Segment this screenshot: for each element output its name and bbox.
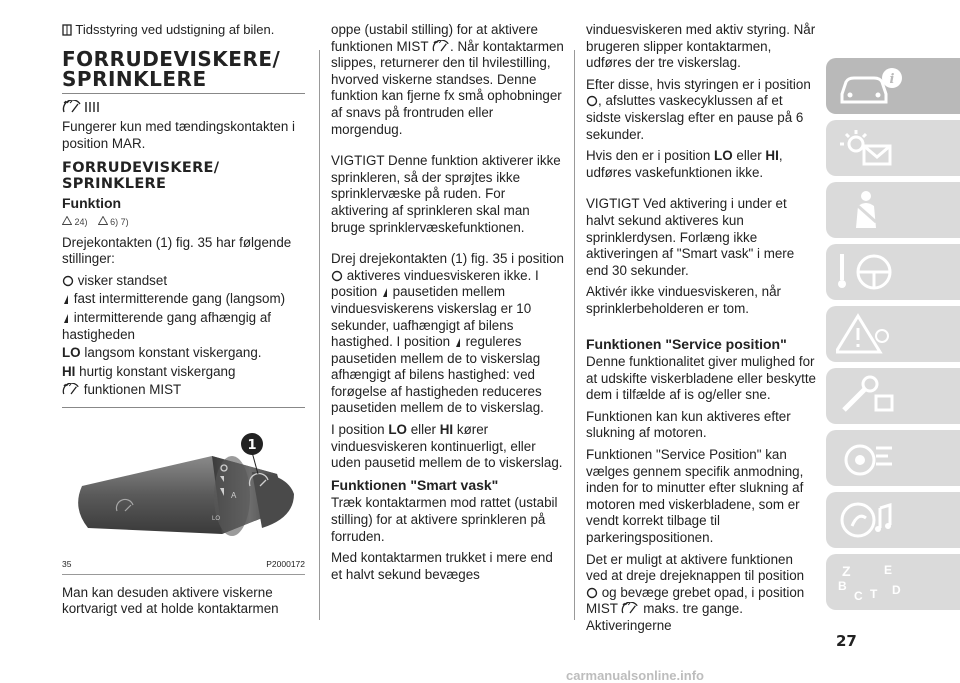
mist-wiper-icon xyxy=(621,602,639,615)
lo-symbol: LO xyxy=(62,345,81,361)
service-text-4a: Det er muligt at aktivere funktionen ved at dreje drejeknappen til position xyxy=(586,551,805,584)
important-note-1: VIGTIGT Ved aktivering i under et halvt sekund aktiveres kun sprinklerdysen. Forlæng ikke aktiveringen af "Smart vask" i mere end 30 sekunder. xyxy=(586,196,795,278)
list-item-text: langsom konstant viskergang. xyxy=(84,345,262,361)
lo-symbol: LO xyxy=(714,148,733,164)
lo-hi-paragraph xyxy=(331,422,565,472)
svg-text:i: i xyxy=(889,72,895,87)
auto-intermittent-icon xyxy=(454,336,462,348)
wash-text-2a: Efter disse, hvis styringen er i position xyxy=(586,76,811,92)
service-text-1: Denne funktionalitet giver mulighed for at udskifte viskerbladene eller beskytte dem i tilfælde af is og/eller sne. xyxy=(586,354,816,403)
mist-paragraph xyxy=(331,22,565,138)
tab-vehicle-info[interactable] xyxy=(826,58,960,114)
mist-wiper-icon xyxy=(432,40,450,53)
list-item-hi xyxy=(62,364,305,381)
wash-text-3b: , udføres vaskefunktionen ikke. xyxy=(586,148,783,180)
mist-wiper-icon xyxy=(62,383,80,396)
intro-text: Fungerer kun med tændingskontakten i position MAR. xyxy=(62,119,295,151)
tab-safety[interactable] xyxy=(826,182,960,238)
subsection-title-line2: SPRINKLERE xyxy=(62,176,167,193)
list-item-text: intermitterende gang afhængig af hastigheden xyxy=(62,309,272,342)
list-item-lo xyxy=(62,345,305,362)
chapter-tabs xyxy=(826,58,960,616)
smart-wash-title: Funktionen "Smart vask" xyxy=(331,476,499,493)
intermittent-icon xyxy=(381,286,389,298)
figure-divider xyxy=(62,407,305,408)
tab-warnings[interactable] xyxy=(826,306,960,362)
tab-technical[interactable] xyxy=(826,430,960,486)
car-info-icon xyxy=(836,64,906,108)
references xyxy=(62,214,305,231)
service-text-3: Funktionen "Service Position" kan vælges gennem specifik anmodning, inden for to minutter efter slukning af motoren med viskerbladene, som er vendt korrekt tilbage til parkeringspositionen. xyxy=(586,447,804,546)
list-item-mist xyxy=(62,382,305,399)
off-circle-icon xyxy=(586,587,598,599)
wrench-icon xyxy=(836,374,906,418)
page-separator-1 xyxy=(319,50,320,620)
service-text-4 xyxy=(586,552,818,635)
tab-multimedia[interactable] xyxy=(826,492,960,548)
page-separator-2 xyxy=(574,50,575,620)
index-letters-icon xyxy=(836,560,916,604)
list-item-slow-int xyxy=(62,291,305,308)
important-note-2: Aktivér ikke vinduesviskeren, når sprinklerbeholderen er tom. xyxy=(586,284,781,316)
off-circle-icon xyxy=(331,270,343,282)
important-note: VIGTIGT Denne funktion aktiverer ikke sprinkleren, så der sprøjtes ikke sprinklervæske på ruden. For aktivering af sprinkleren skal man bruge sprinklervæskefunktionen. xyxy=(331,153,561,235)
stalk-label-a: A xyxy=(231,490,237,500)
seatbelt-icon xyxy=(836,188,906,232)
tab-maintenance[interactable] xyxy=(826,368,960,424)
mist-text-b: . Når kontaktarmen slippes, returnerer den til hvilestilling, hvorved viskerne standses. Denne funktion kan fjerne fx små ophobninger af snavs på frontruden eller morgendug. xyxy=(331,38,564,137)
rotary-text-c: pausetiden mellem vinduesviskerens viskerslag er 10 sekunder, uafhængigt af bilens hastighed. I position xyxy=(331,284,532,350)
wash-text-1: vinduesviskeren med aktiv styring. Når brugeren slipper kontaktarmen, udføres der tre viskerslag. xyxy=(586,22,816,71)
wash-text-3a: Hvis den er i position xyxy=(586,148,711,164)
subsection-title-line1: FORRUDEVISKERE/ xyxy=(62,160,220,177)
rotary-text-b: aktiveres vinduesviskeren ikke. I position xyxy=(331,267,539,300)
door-icon xyxy=(62,24,72,41)
warning-triangle-icon xyxy=(62,217,72,227)
service-text-2: Funktionen kan kun aktiveres efter slukning af motoren. xyxy=(586,408,791,441)
wash-text-2 xyxy=(586,77,818,143)
hi-symbol: HI xyxy=(765,148,779,164)
wiper-stalk-figure xyxy=(62,416,305,554)
list-item-speed-int xyxy=(62,310,305,343)
auto-intermittent-icon xyxy=(62,312,70,324)
figure-code: P2000172 xyxy=(266,558,305,569)
tab-dashboard[interactable] xyxy=(826,120,960,176)
car-spec-icon xyxy=(836,436,906,480)
list-item-stop xyxy=(62,273,305,290)
tab-index[interactable] xyxy=(826,554,960,610)
steering-key-icon xyxy=(836,250,906,294)
list-item-text: funktionen MIST xyxy=(83,382,182,398)
wash-or: eller xyxy=(736,148,762,164)
function-title: Funktion xyxy=(62,195,122,212)
wash-text-3 xyxy=(586,148,818,181)
list-item-text: hurtig konstant viskergang xyxy=(79,363,236,379)
stalk-label-lo: LO xyxy=(212,515,221,522)
column-2 xyxy=(331,22,565,588)
running-header xyxy=(62,22,305,41)
lohi-text-a: I position xyxy=(331,422,385,438)
list-item-text: fast intermitterende gang (langsom) xyxy=(73,291,286,307)
section-title-line2: SPRINKLERE xyxy=(62,66,207,91)
callout-number: 1 xyxy=(247,437,257,453)
lo-symbol: LO xyxy=(388,422,407,438)
hi-symbol: HI xyxy=(439,422,454,438)
rotary-text-d: reguleres pausetiden mellem de to viskerslag afhængigt af bilens hastighed: ved forøgelse af hastigheden reduceres pausetiden mellem de to viskerslag. xyxy=(331,334,544,416)
section-title-line1: FORRUDEVISKERE/ xyxy=(62,46,281,71)
column-3 xyxy=(586,22,818,640)
rotary-text-a: Drej drejekontakten (1) fig. 35 i position xyxy=(331,251,564,267)
service-text-4b: og bevæge grebet opad, i position MIST xyxy=(586,584,805,617)
figure-caption xyxy=(62,556,305,575)
intermittent-icon xyxy=(62,293,70,305)
index-letter: C xyxy=(854,589,863,603)
tab-driving[interactable] xyxy=(826,244,960,300)
subsection-title xyxy=(62,160,305,192)
index-letter: Z xyxy=(842,563,851,579)
off-circle-icon xyxy=(586,95,598,107)
media-icon xyxy=(836,498,906,542)
lohi-text-b: kører vinduesviskeren kontinuerligt, eller uden pausetid mellem de to viskerslag. xyxy=(331,422,563,471)
section-title xyxy=(62,46,305,94)
service-text-4c: maks. tre gange. Aktiveringerne xyxy=(586,601,743,633)
rotary-paragraph xyxy=(331,251,565,417)
caution-triangle-icon xyxy=(98,217,108,227)
figure-number: 35 xyxy=(62,558,72,569)
running-header-text: Tidsstyring ved udstigning af bilen. xyxy=(75,22,275,37)
mist-text-a: oppe (ustabil stilling) for at aktivere funktionen MIST xyxy=(331,22,538,54)
reference-2: 6) 7) xyxy=(110,216,129,227)
sun-mail-icon xyxy=(836,126,906,170)
col1-bottom-text: Man kan desuden aktivere viskerne kortvarigt ved at holde kontaktarmen xyxy=(62,584,279,617)
index-letter: E xyxy=(884,563,893,577)
watermark: carmanualsonline.info xyxy=(566,668,704,683)
index-letter: B xyxy=(838,579,847,593)
reference-1: 24) xyxy=(74,216,88,227)
wiper-icons xyxy=(62,100,305,119)
wash-text-2b: , afsluttes vaskecyklussen af et sidste viskerslag efter en pause på 6 sekunder. xyxy=(586,93,804,142)
index-letter: D xyxy=(892,583,901,597)
off-circle-icon xyxy=(62,275,74,287)
smart-wash-text-1: Træk kontaktarmen mod rattet (ustabil stilling) for at aktivere sprinkleren på forruden. xyxy=(331,495,558,544)
smart-wash-text-2: Med kontaktarmen trukket i mere end et halvt sekund bevæges xyxy=(331,550,553,582)
hazard-icon xyxy=(836,312,906,356)
lever-text: Drejekontakten (1) fig. 35 har følgende stillinger: xyxy=(62,234,292,267)
list-item-text: visker standset xyxy=(77,272,168,288)
hi-symbol: HI xyxy=(62,363,76,379)
page-number: 27 xyxy=(836,632,857,650)
column-1 xyxy=(62,22,305,623)
lohi-or: eller xyxy=(410,422,436,438)
service-position-title: Funktionen "Service position" xyxy=(586,335,787,352)
index-letter: T xyxy=(870,587,878,601)
